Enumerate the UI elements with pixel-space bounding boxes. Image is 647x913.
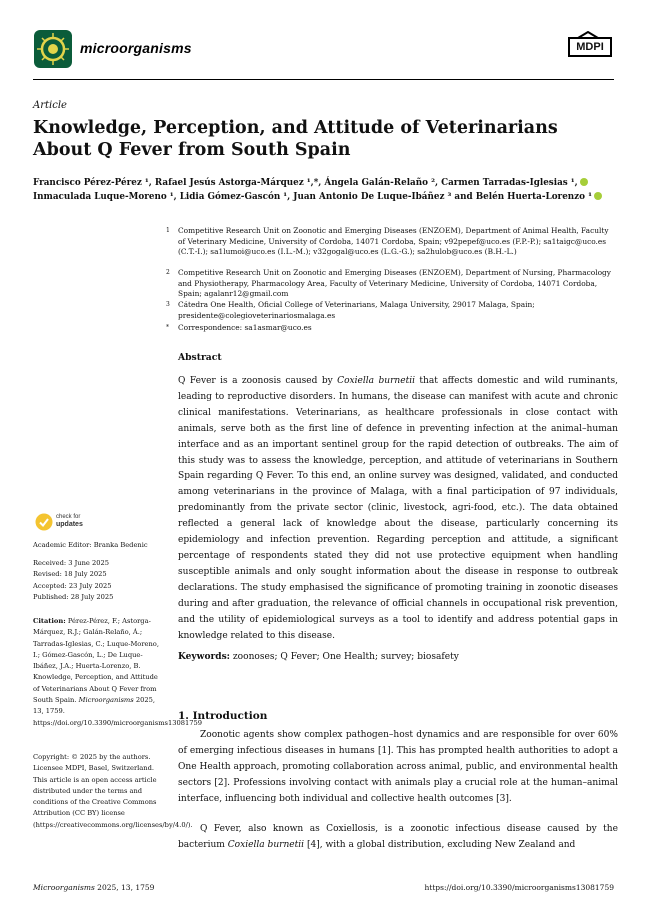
footer-citation: Microorganisms 2025, 13, 1759 [33, 883, 155, 892]
orcid-icon[interactable] [580, 178, 588, 186]
intro-paragraph-2: Q Fever, also known as Coxiellosis, is a zoonotic infectious disease caused by the bacterium Coxiella burnetii [4], with a global distribution, excluding New Zealand and [178, 824, 618, 850]
check-for-updates-icon[interactable] [35, 513, 53, 531]
footer-doi[interactable]: https://doi.org/10.3390/microorganisms13081759 [424, 883, 614, 892]
revised-date: Revised: 18 July 2025 [33, 570, 107, 579]
received-date: Received: 3 June 2025 [33, 559, 110, 567]
academic-editor: Academic Editor: Branka Bedenic [33, 541, 148, 549]
affiliation-2: 2 Competitive Research Unit on Zoonotic and Emerging Diseases (ENZOEM), Department of Nursing, Pharmacology and Physiotherapy, Pharmacology Area, Faculty of Veterinary Medicine, University of Cordoba, 14071 Cordoba, Spain; agalanr12@gmail.com [166, 268, 611, 298]
article-title: Knowledge, Perception, and Attitude of Veterinarians About Q Fever from South Spain [33, 118, 558, 160]
article-type: Article [33, 100, 67, 111]
header-divider [33, 79, 614, 80]
authors-line-1: Francisco Pérez-Pérez ¹, Rafael Jesús Astorga-Márquez ¹,*, Ángela Galán-Relaño ², Carmen Tarradas-Iglesias ¹, [33, 176, 623, 190]
affiliation-1: 1 Competitive Research Unit on Zoonotic and Emerging Diseases (ENZOEM), Department of Animal Health, Faculty of Veterinary Medicine, University of Cordoba, 14071 Cordoba, Spain; v92pepef@uco.es (F.P.-P.); sa1taigc@uco.es (C.T.-I.); sa1lumoi@uco.es (I.L.-M.); v32gogal@uco.es (L.G.-G.); sa2hulob@uco.es (B.H.-L.) [166, 226, 609, 256]
correspondence: * Correspondence: sa1asmar@uco.es [166, 323, 312, 332]
section-heading: 1. Introduction [178, 710, 268, 722]
check-for-updates-label[interactable]: check for updates [56, 514, 83, 528]
copyright: Copyright: © 2025 by the authors. Licensee MDPI, Basel, Switzerland. This article is an open access article distributed under the terms and conditions of the Creative Commons Attribution (CC BY) license (https://creativecommons.org/licenses/by/4.0/). [33, 753, 193, 829]
journal-name[interactable]: microorganisms [80, 40, 192, 56]
journal-logo-icon [34, 30, 72, 68]
author-list [33, 176, 623, 204]
intro-paragraph-1: Zoonotic agents show complex pathogen–host dynamics and are responsible for over 60% of emerging infectious diseases in humans [1]. This has prompted health authorities to adopt a One Health approach, promoting collaboration across animal, public, and environmental health sectors [2]. Professions involving contact with animals play a crucial role at the human–animal interface, influencing both individual and collective health outcomes [3]. [178, 730, 618, 804]
keywords: Keywords: zoonoses; Q Fever; One Health; survey; biosafety [178, 652, 459, 662]
publisher-logo[interactable]: MDPI [568, 37, 612, 57]
dates-block [33, 558, 161, 603]
orcid-icon[interactable] [594, 192, 602, 200]
accepted-date: Accepted: 23 July 2025 [33, 581, 112, 590]
citation: Citation: Pérez-Pérez, F.; Astorga-Márquez, R.J.; Galán-Relaño, Á.; Tarradas-Iglesias, C.; Luque-Moreno, I.; Gómez-Gascón, L.; De Luque-Ibáñez, J.A.; Huerta-Lorenzo, B. Knowledge, Perception, and Attitude of Veterinarians About Q Fever from South Spain. Microorganisms 2025, 13, 1759. https://doi.org/10.3390/microorganisms13081759 [33, 617, 203, 727]
affiliation-3: 3 Cátedra One Health, Oficial College of Veterinarians, Malaga University, 29017 Malaga, Spain; presidente@colegioveterinariosmalaga.es [166, 300, 535, 320]
authors-line-2: Inmaculada Luque-Moreno ¹, Lidia Gómez-Gascón ¹, Juan Antonio De Luque-Ibáñez ³ and Belén Huerta-Lorenzo ¹ [33, 190, 623, 204]
abstract-heading: Abstract [178, 352, 222, 363]
abstract-text: Q Fever is a zoonosis caused by Coxiella burnetii that affects domestic and wild ruminants, leading to reproductive disorders. In humans, the disease can manifest with acute and chronic clinical manifestations. Veterinarians, as healthcare professionals in close contact with animals, serve both as the first line of defence in preventing infection at the animal–human interface and as an important sentinel group for the rapid detection of outbreaks. The aim of this study was to assess the knowledge, perception, and attitude of veterinarians in Southern Spain regarding Q Fever. To this end, an online survey was designed, validated, and conducted among veterinarians in the province of Malaga, with a final participation of 97 individuals, predominantly from the private sector (clinic, livestock, agri-food, etc.). The data obtained reflected a general lack of knowledge about the disease, particularly concerning its epidemiology and infection prevention. Regarding perception and attitude, a significant percentage of respondents stated they did not use protective equipment when handling susceptible animals and only sought information about the disease in response to outbreak declarations. The study emphasised the significance of promoting training in zoonotic diseases during and after graduation, the relevance of official channels in occupational risk prevention, and the utility of epidemiological surveys as a tool to identify and address potential gaps in knowledge related to this disease. [178, 376, 618, 641]
published-date: Published: 28 July 2025 [33, 592, 114, 601]
